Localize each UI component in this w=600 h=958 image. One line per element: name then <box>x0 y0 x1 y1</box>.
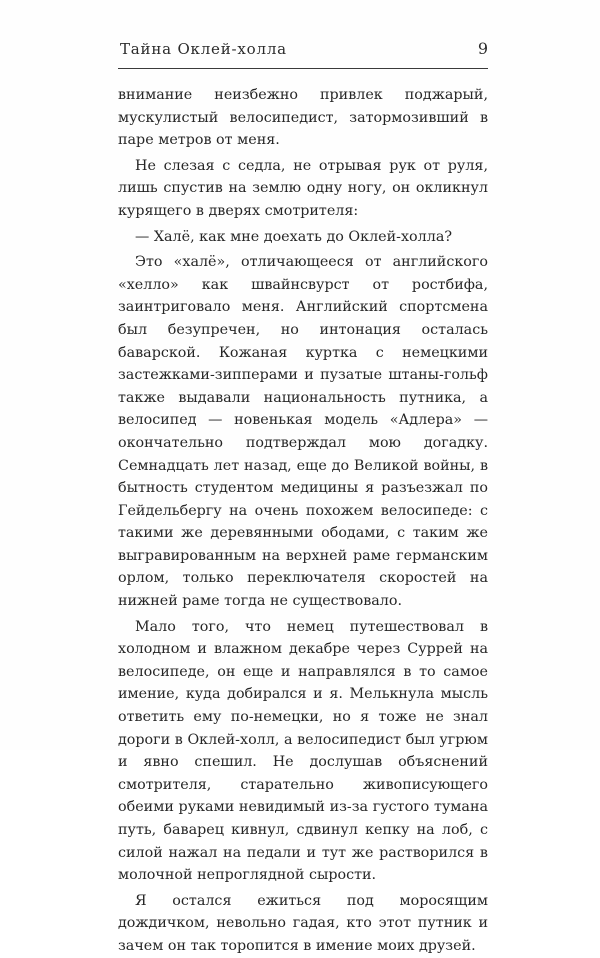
paragraph-2: Не слезая с седла, не отрывая рук от руля, лишь спустив на землю одну ногу, он окликнул курящего в дверях смотрителя: <box>118 157 488 219</box>
running-title: Тайна Оклей-холла <box>120 40 287 58</box>
body-text <box>118 84 488 958</box>
header-rule <box>118 68 488 69</box>
paragraph-4: Это «халё», отличающееся от английского «хелло» как швайнсвурст от ростбифа, заинтриговало меня. Английский спортсмена был безупречен, но интонация осталась баварской. Кожаная куртка с немецкими застежками-зипперами и пузатые штаны-гольф также выдавали национальность путника, а велосипед — новенькая модель «Адлера» — окончательно подтверждал мою догадку. Семнадцать лет назад, еще до Великой войны, в бытность студентом медицины я разъезжал по Гейдельбергу на очень похожем велосипеде: с такими же деревянными ободами, с таким же выгравированным на верхней раме германским орлом, только переключателя скоростей на нижней раме тогда не существовало. <box>118 254 488 610</box>
page-number: 9 <box>477 39 488 58</box>
paragraph-5: Мало того, что немец путешествовал в холодном и влажном декабре через Суррей на велосипеде, он еще и направлялся в то самое имение, куда добирался и я. Мелькнула мысль ответить ему по-немецки, но я тоже не знал дороги в Оклей-холл, а велосипедист был угрюм и явно спешил. Не дослушав объяснений смотрителя, старательно живописующего обеими руками невидимый из-за густого тумана путь, баварец кивнул, сдвинул кепку на лоб, с силой нажал на педали и тут же растворился в молочной непроглядной сырости. <box>118 618 488 884</box>
paragraph-3: — Халё, как мне доехать до Оклей-холла? <box>135 228 453 245</box>
running-head <box>120 40 488 62</box>
paragraph-6: Я остался ежиться под моросящим дождичком, невольно гадая, кто этот путник и зачем он так торопится в имение моих друзей. <box>118 892 488 954</box>
paragraph-1: внимание неизбежно привлек поджарый, мускулистый велосипедист, затормозивший в паре метров от меня. <box>118 87 488 149</box>
